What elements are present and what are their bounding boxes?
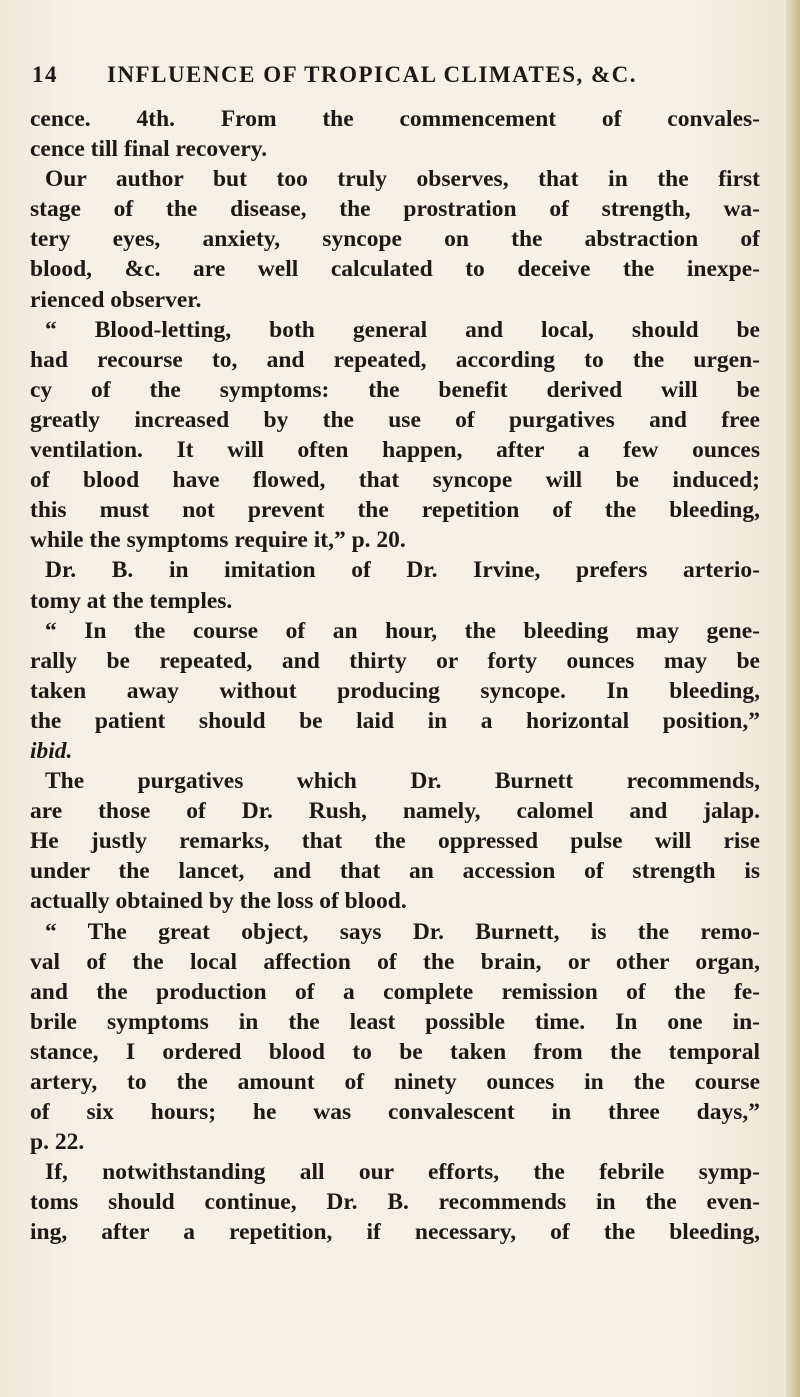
text-line: cence till final recovery. bbox=[30, 136, 268, 163]
text-line: stage of the disease, the prostration of strength, wa- bbox=[30, 196, 760, 223]
text-line: are those of Dr. Rush, namely, calomel and jalap. bbox=[30, 798, 760, 825]
page-edge-shadow bbox=[786, 0, 800, 1397]
text-line: “ In the course of an hour, the bleeding may gene- bbox=[45, 617, 760, 644]
text-line: stance, I ordered blood to be taken from the temporal bbox=[30, 1038, 760, 1065]
text-line: Dr. B. in imitation of Dr. Irvine, prefers arterio- bbox=[45, 557, 760, 584]
running-title: INFLUENCE OF TROPICAL CLIMATES, &C. bbox=[107, 62, 638, 87]
text-line: rienced observer. bbox=[30, 286, 202, 313]
text-line: ibid. bbox=[30, 737, 73, 764]
text-line: blood, &c. are well calculated to deceive the inexpe- bbox=[30, 256, 760, 283]
text-line: while the symptoms require it,” p. 20. bbox=[30, 527, 406, 554]
text-line: rally be repeated, and thirty or forty ounces may be bbox=[30, 647, 760, 674]
text-line: greatly increased by the use of purgatives and free bbox=[30, 406, 760, 433]
text-line: taken away without producing syncope. In bleeding, bbox=[30, 677, 760, 704]
text-line: “ Blood-letting, both general and local, should be bbox=[45, 316, 760, 343]
text-line: “ The great object, says Dr. Burnett, is the remo- bbox=[45, 918, 760, 945]
text-line: artery, to the amount of ninety ounces in the course bbox=[30, 1069, 760, 1095]
text-line: had recourse to, and repeated, according to the urgen- bbox=[30, 346, 760, 373]
text-line: tery eyes, anxiety, syncope on the abstraction of bbox=[30, 226, 760, 253]
text-line: The purgatives which Dr. Burnett recommends, bbox=[45, 768, 760, 795]
text-line: under the lancet, and that an accession of strength is bbox=[30, 858, 760, 885]
text-line: actually obtained by the loss of blood. bbox=[30, 888, 407, 915]
text-line: the patient should be laid in a horizontal position,” bbox=[30, 707, 760, 734]
text-line: ing, after a repetition, if necessary, of the bleeding, bbox=[30, 1219, 760, 1246]
text-line: brile symptoms in the least possible time. In one in- bbox=[30, 1008, 760, 1035]
text-line: toms should continue, Dr. B. recommends in the even- bbox=[30, 1189, 760, 1216]
text-line: of six hours; he was convalescent in three days,” bbox=[30, 1099, 760, 1126]
text-line: this must not prevent the repetition of the bleeding, bbox=[30, 497, 760, 524]
text-line: cy of the symptoms: the benefit derived will be bbox=[30, 376, 760, 403]
text-line: If, notwithstanding all our efforts, the febrile symp- bbox=[45, 1159, 760, 1186]
text-line: He justly remarks, that the oppressed pulse will rise bbox=[30, 828, 760, 855]
page-number: 14 bbox=[32, 62, 58, 87]
text-line: val of the local affection of the brain, or other organ, bbox=[30, 948, 760, 975]
running-header bbox=[30, 62, 770, 98]
text-line: Our author but too truly observes, that in the first bbox=[45, 166, 760, 193]
text-line: cence. 4th. From the commencement of convales- bbox=[30, 106, 760, 132]
text-line: ventilation. It will often happen, after a few ounces bbox=[30, 437, 760, 464]
text-line: p. 22. bbox=[30, 1129, 85, 1156]
text-line: tomy at the temples. bbox=[30, 587, 233, 614]
text-line: of blood have flowed, that syncope will be induced; bbox=[30, 467, 760, 494]
body-text bbox=[30, 104, 760, 1248]
text-line: and the production of a complete remission of the fe- bbox=[30, 978, 760, 1005]
